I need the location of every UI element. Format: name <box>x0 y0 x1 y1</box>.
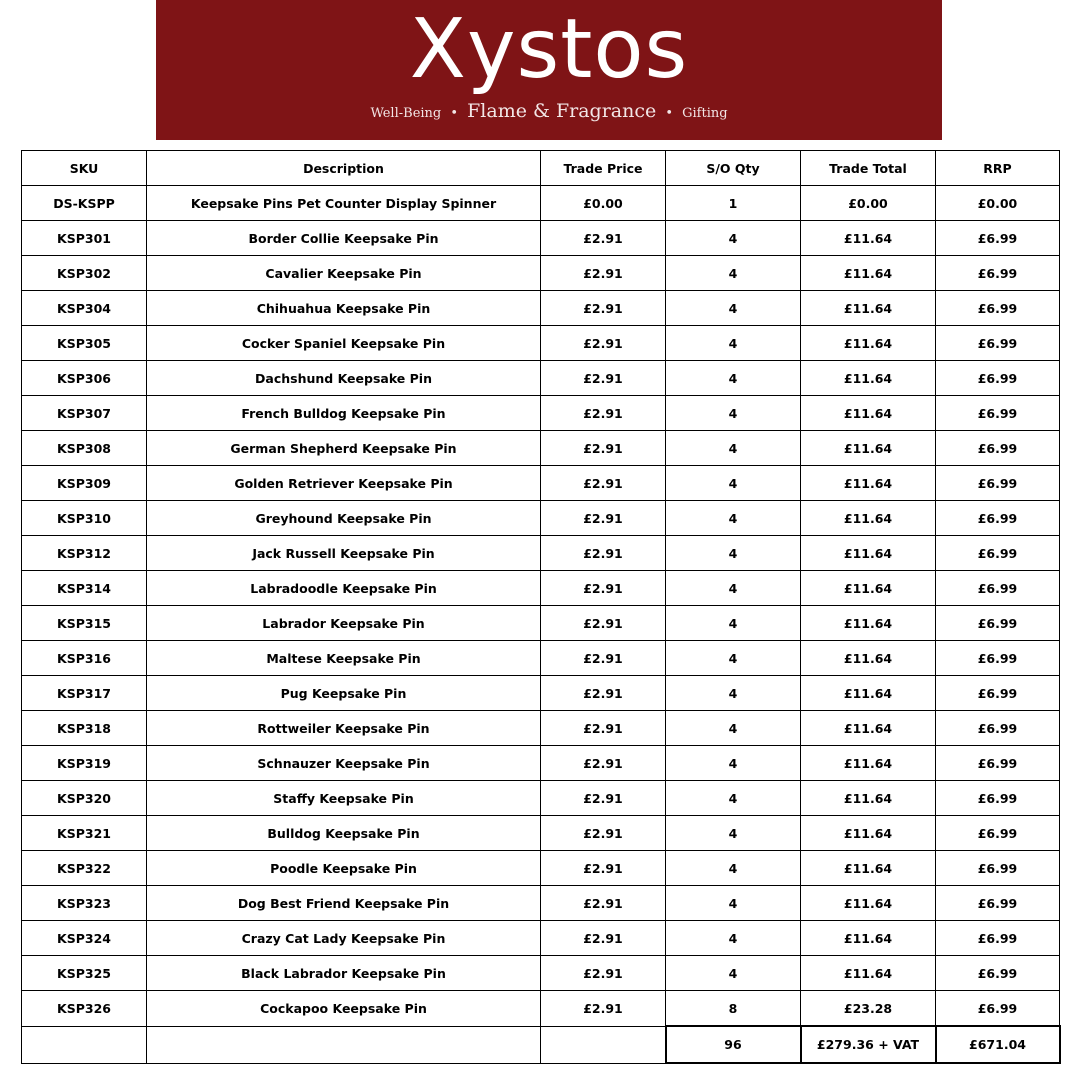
table-row <box>22 606 1060 641</box>
tagline-right: Gifting <box>682 106 728 121</box>
cell-trade-total: £11.64 <box>801 956 936 991</box>
cell-trade-total: £11.64 <box>801 571 936 606</box>
cell-trade-total: £11.64 <box>801 921 936 956</box>
brand-logo: Xystos <box>409 2 689 97</box>
cell-sku: KSP320 <box>22 781 147 816</box>
cell-so-qty: 4 <box>666 886 801 921</box>
cell-so-qty: 1 <box>666 186 801 221</box>
tagline-left: Well-Being <box>370 106 442 121</box>
total-qty: 96 <box>666 1026 801 1063</box>
table-row <box>22 186 1060 221</box>
cell-sku: KSP306 <box>22 361 147 396</box>
cell-trade-price: £2.91 <box>541 606 666 641</box>
table-row <box>22 326 1060 361</box>
cell-sku: KSP308 <box>22 431 147 466</box>
cell-so-qty: 4 <box>666 221 801 256</box>
cell-sku: KSP310 <box>22 501 147 536</box>
cell-so-qty: 4 <box>666 256 801 291</box>
cell-trade-price: £0.00 <box>541 186 666 221</box>
cell-rrp: £6.99 <box>936 676 1060 711</box>
cell-rrp: £6.99 <box>936 466 1060 501</box>
table-row <box>22 886 1060 921</box>
table-row <box>22 851 1060 886</box>
cell-description: Border Collie Keepsake Pin <box>147 221 541 256</box>
cell-trade-total: £11.64 <box>801 746 936 781</box>
cell-sku: KSP301 <box>22 221 147 256</box>
column-header-sku: SKU <box>22 151 147 186</box>
cell-trade-price: £2.91 <box>541 326 666 361</box>
cell-so-qty: 4 <box>666 291 801 326</box>
cell-description: German Shepherd Keepsake Pin <box>147 431 541 466</box>
cell-description: Chihuahua Keepsake Pin <box>147 291 541 326</box>
cell-trade-total: £11.64 <box>801 711 936 746</box>
cell-so-qty: 4 <box>666 501 801 536</box>
brand-tagline <box>156 100 942 122</box>
cell-trade-total: £11.64 <box>801 781 936 816</box>
cell-so-qty: 4 <box>666 746 801 781</box>
cell-rrp: £6.99 <box>936 851 1060 886</box>
cell-rrp: £6.99 <box>936 396 1060 431</box>
cell-sku: KSP315 <box>22 606 147 641</box>
table-row <box>22 641 1060 676</box>
cell-so-qty: 4 <box>666 396 801 431</box>
cell-trade-price: £2.91 <box>541 991 666 1027</box>
table-row <box>22 431 1060 466</box>
cell-description: Golden Retriever Keepsake Pin <box>147 466 541 501</box>
cell-description: Pug Keepsake Pin <box>147 676 541 711</box>
cell-trade-total: £11.64 <box>801 641 936 676</box>
cell-sku: KSP325 <box>22 956 147 991</box>
cell-trade-price: £2.91 <box>541 956 666 991</box>
cell-rrp: £6.99 <box>936 991 1060 1027</box>
cell-trade-price: £2.91 <box>541 921 666 956</box>
cell-sku: KSP312 <box>22 536 147 571</box>
cell-so-qty: 4 <box>666 711 801 746</box>
cell-sku: KSP317 <box>22 676 147 711</box>
cell-description: Cocker Spaniel Keepsake Pin <box>147 326 541 361</box>
cell-sku: KSP319 <box>22 746 147 781</box>
cell-description: Poodle Keepsake Pin <box>147 851 541 886</box>
cell-so-qty: 4 <box>666 956 801 991</box>
cell-rrp: £6.99 <box>936 221 1060 256</box>
cell-trade-price: £2.91 <box>541 781 666 816</box>
table-row <box>22 676 1060 711</box>
table-row <box>22 361 1060 396</box>
cell-sku: KSP324 <box>22 921 147 956</box>
cell-rrp: £6.99 <box>936 501 1060 536</box>
cell-sku: KSP316 <box>22 641 147 676</box>
cell-so-qty: 4 <box>666 851 801 886</box>
total-trade-total: £279.36 + VAT <box>801 1026 936 1063</box>
table-row <box>22 571 1060 606</box>
cell-trade-price: £2.91 <box>541 221 666 256</box>
cell-so-qty: 8 <box>666 991 801 1027</box>
cell-rrp: £6.99 <box>936 641 1060 676</box>
cell-trade-price: £2.91 <box>541 676 666 711</box>
table-row <box>22 501 1060 536</box>
cell-trade-price: £2.91 <box>541 396 666 431</box>
cell-so-qty: 4 <box>666 921 801 956</box>
cell-sku: KSP326 <box>22 991 147 1027</box>
table-row <box>22 956 1060 991</box>
cell-trade-total: £11.64 <box>801 256 936 291</box>
cell-rrp: £6.99 <box>936 781 1060 816</box>
cell-trade-price: £2.91 <box>541 816 666 851</box>
cell-rrp: £6.99 <box>936 886 1060 921</box>
cell-trade-total: £11.64 <box>801 536 936 571</box>
cell-sku: KSP318 <box>22 711 147 746</box>
cell-rrp: £6.99 <box>936 431 1060 466</box>
order-table <box>21 150 1061 1064</box>
cell-rrp: £6.99 <box>936 571 1060 606</box>
table-row <box>22 816 1060 851</box>
column-header-trade-total: Trade Total <box>801 151 936 186</box>
cell-description: Crazy Cat Lady Keepsake Pin <box>147 921 541 956</box>
cell-rrp: £6.99 <box>936 256 1060 291</box>
tagline-separator: • <box>665 106 674 121</box>
cell-trade-price: £2.91 <box>541 431 666 466</box>
table-body <box>22 186 1060 1027</box>
cell-description: Rottweiler Keepsake Pin <box>147 711 541 746</box>
cell-rrp: £6.99 <box>936 536 1060 571</box>
table-row <box>22 991 1060 1027</box>
cell-description: Keepsake Pins Pet Counter Display Spinner <box>147 186 541 221</box>
table-row <box>22 221 1060 256</box>
table-row <box>22 781 1060 816</box>
table-row <box>22 291 1060 326</box>
cell-description: Staffy Keepsake Pin <box>147 781 541 816</box>
cell-sku: KSP309 <box>22 466 147 501</box>
cell-trade-total: £11.64 <box>801 361 936 396</box>
cell-trade-total: £11.64 <box>801 816 936 851</box>
table-header-row <box>22 151 1060 186</box>
table-row <box>22 921 1060 956</box>
cell-trade-price: £2.91 <box>541 501 666 536</box>
cell-trade-price: £2.91 <box>541 466 666 501</box>
tagline-middle: Flame & Fragrance <box>467 100 657 122</box>
cell-trade-total: £11.64 <box>801 221 936 256</box>
cell-sku: KSP321 <box>22 816 147 851</box>
column-header-description: Description <box>147 151 541 186</box>
cell-description: Dog Best Friend Keepsake Pin <box>147 886 541 921</box>
table-row <box>22 746 1060 781</box>
cell-trade-price: £2.91 <box>541 746 666 781</box>
cell-trade-price: £2.91 <box>541 711 666 746</box>
cell-trade-price: £2.91 <box>541 256 666 291</box>
cell-description: Greyhound Keepsake Pin <box>147 501 541 536</box>
cell-description: Bulldog Keepsake Pin <box>147 816 541 851</box>
cell-description: Jack Russell Keepsake Pin <box>147 536 541 571</box>
cell-so-qty: 4 <box>666 606 801 641</box>
cell-rrp: £6.99 <box>936 291 1060 326</box>
cell-rrp: £0.00 <box>936 186 1060 221</box>
cell-trade-price: £2.91 <box>541 536 666 571</box>
cell-rrp: £6.99 <box>936 361 1060 396</box>
totals-empty-cell <box>541 1026 666 1063</box>
cell-rrp: £6.99 <box>936 606 1060 641</box>
cell-trade-total: £11.64 <box>801 851 936 886</box>
cell-sku: KSP323 <box>22 886 147 921</box>
cell-sku: KSP322 <box>22 851 147 886</box>
cell-trade-total: £11.64 <box>801 466 936 501</box>
cell-trade-total: £0.00 <box>801 186 936 221</box>
cell-rrp: £6.99 <box>936 746 1060 781</box>
cell-so-qty: 4 <box>666 816 801 851</box>
cell-description: Labradoodle Keepsake Pin <box>147 571 541 606</box>
cell-rrp: £6.99 <box>936 711 1060 746</box>
cell-so-qty: 4 <box>666 536 801 571</box>
cell-description: Maltese Keepsake Pin <box>147 641 541 676</box>
cell-rrp: £6.99 <box>936 921 1060 956</box>
cell-description: Cavalier Keepsake Pin <box>147 256 541 291</box>
cell-trade-price: £2.91 <box>541 641 666 676</box>
cell-trade-total: £11.64 <box>801 326 936 361</box>
cell-trade-price: £2.91 <box>541 291 666 326</box>
cell-so-qty: 4 <box>666 571 801 606</box>
cell-rrp: £6.99 <box>936 816 1060 851</box>
cell-trade-total: £23.28 <box>801 991 936 1027</box>
table-row <box>22 256 1060 291</box>
column-header-trade-price: Trade Price <box>541 151 666 186</box>
cell-description: Schnauzer Keepsake Pin <box>147 746 541 781</box>
cell-description: Cockapoo Keepsake Pin <box>147 991 541 1027</box>
cell-sku: KSP302 <box>22 256 147 291</box>
cell-trade-total: £11.64 <box>801 431 936 466</box>
table-row <box>22 711 1060 746</box>
cell-trade-total: £11.64 <box>801 676 936 711</box>
cell-sku: KSP307 <box>22 396 147 431</box>
cell-sku: KSP304 <box>22 291 147 326</box>
cell-so-qty: 4 <box>666 361 801 396</box>
cell-so-qty: 4 <box>666 466 801 501</box>
totals-empty-cell <box>147 1026 541 1063</box>
cell-so-qty: 4 <box>666 676 801 711</box>
cell-description: French Bulldog Keepsake Pin <box>147 396 541 431</box>
cell-trade-price: £2.91 <box>541 886 666 921</box>
cell-trade-price: £2.91 <box>541 851 666 886</box>
brand-banner <box>156 0 942 140</box>
cell-trade-price: £2.91 <box>541 361 666 396</box>
table-row <box>22 466 1060 501</box>
table-row <box>22 396 1060 431</box>
cell-trade-total: £11.64 <box>801 501 936 536</box>
cell-so-qty: 4 <box>666 431 801 466</box>
cell-sku: KSP305 <box>22 326 147 361</box>
totals-row <box>22 1026 1060 1063</box>
cell-rrp: £6.99 <box>936 956 1060 991</box>
cell-sku: KSP314 <box>22 571 147 606</box>
total-rrp: £671.04 <box>936 1026 1060 1063</box>
cell-trade-price: £2.91 <box>541 571 666 606</box>
cell-so-qty: 4 <box>666 326 801 361</box>
cell-so-qty: 4 <box>666 641 801 676</box>
cell-trade-total: £11.64 <box>801 886 936 921</box>
column-header-so-qty: S/O Qty <box>666 151 801 186</box>
cell-description: Black Labrador Keepsake Pin <box>147 956 541 991</box>
cell-so-qty: 4 <box>666 781 801 816</box>
cell-trade-total: £11.64 <box>801 606 936 641</box>
cell-sku: DS-KSPP <box>22 186 147 221</box>
table-row <box>22 536 1060 571</box>
cell-rrp: £6.99 <box>936 326 1060 361</box>
cell-trade-total: £11.64 <box>801 291 936 326</box>
cell-description: Labrador Keepsake Pin <box>147 606 541 641</box>
cell-trade-total: £11.64 <box>801 396 936 431</box>
totals-empty-cell <box>22 1026 147 1063</box>
column-header-rrp: RRP <box>936 151 1060 186</box>
cell-description: Dachshund Keepsake Pin <box>147 361 541 396</box>
tagline-separator: • <box>450 106 459 121</box>
